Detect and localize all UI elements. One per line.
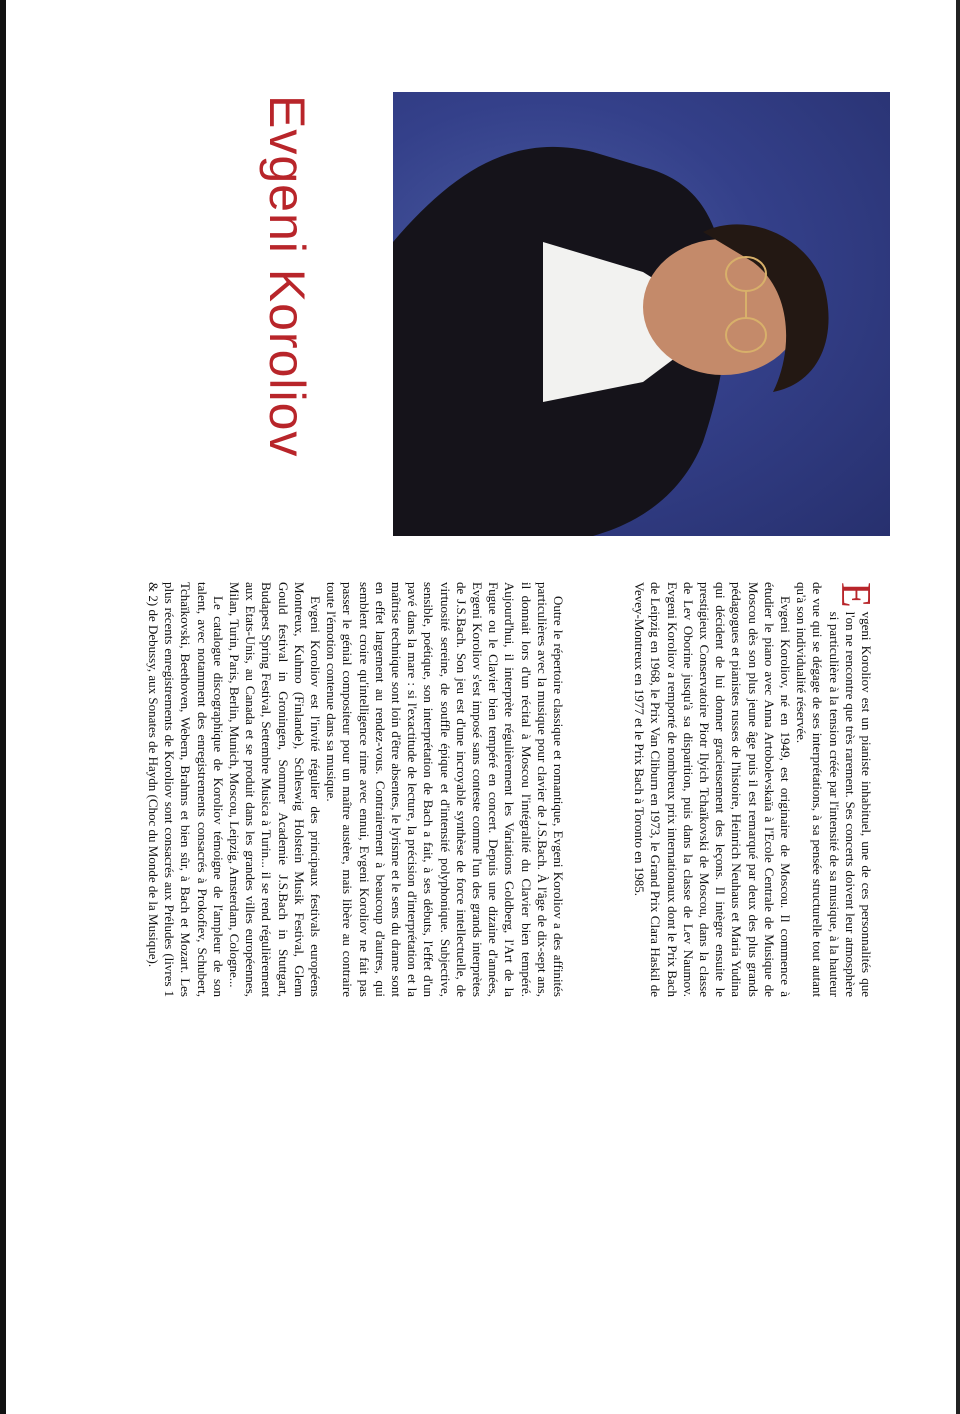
biography-text-continued [0, 582, 660, 997]
paragraph-biography: Evgeni Koroliov, né en 1949, est originaire de Moscou. Il commence à étudier le piano avec Anna Artobolevskaïa à l'Ecole Centrale de Musique de Moscou dès son plus jeune âge puis il est remarqué par deux des plus grands pédagogues et pianistes russes de l'histoire, Heinrich Neuhaus et Maria Yudina qui décident de lui donner gracieusement des leçons. Il intègre ensuite le prestigieux Conservatoire Piotr Ilyich Tchaïkovski de Moscou, dans la classe de Lev Oborine jusqu'à sa disparition, puis dans la classe de Lev Naumov. Evgeni Koroliov a remporté de nombreux prix internationaux dont le Prix Bach de Leipzig en 1968, le Prix Van Cliburn en 1973, le Grand Prix Clara Haskil de Vevey-Montreux en 1977 et le Prix Bach à Toronto en 1985. [632, 582, 793, 997]
paragraph-intro-text: vgeni Koroliov est un pianiste inhabituel, une de ces personnalités que l'on ne rencontre que très rarement. Ses concerts doivent leur atmosphère si particulière à la tension créée par l'intensité de sa musique, à la hauteur de vue qui se dégage de ses interprétations, à sa pensée structurelle tout autant qu'à son individualité réservée. [794, 582, 874, 997]
paragraph-festivals: Evgeni Koroliov est l'invité régulier des principaux festivals européens Montreux, Kuhmo (Finlande), Schleswig Holstein Musik Festival, Glenn Gould festival in Groningen, Sommer Academie J.S.Bach in Stuttgart, Budapest Spring Festival, Settembre Musica à Turin... il se rend régulièrement aux Etats-Unis, au Canada et se produit dans les grandes villes européennes, Milan, Turin, Paris, Berlin, Munich, Moscou, Leipzig, Amsterdam, Cologne... [226, 582, 323, 997]
paragraph-discography: Le catalogue discographique de Koroliov témoigne de l'ampleur de son talent, avec notamment des enregistrements consacrés à Prokofiev, Schubert, Tchaïkovski, Beethoven, Webern, Brahms et bien sûr, à Bach et Mozart. Les plus récents enregistrements de Koroliov sont consacrés aux Préludes (livres 1 & 2) de Debussy, aux Sonates de Haydn (Choc du Monde de la Musique). [145, 582, 226, 997]
paragraph-repertoire: Outre le répertoire classique et romantique, Evgeni Koroliov a des affinités particulières avec la musique pour clavier de J.S.Bach. À l'âge de dix-sept ans, il donnait lors d'un récital à Moscou l'intégralité du Clavier bien tempéré. Aujourd'hui, il interprète régulièrement les Variations Goldberg, l'Art de la Fugue ou le Clavier bien tempéré en concert. Depuis une dizaine d'années, Evgeni Koroliov s'est imposé sans conteste comme l'un des grands interprètes de J.S.Bach. Son jeu est d'une incroyable synthèse de force intellectuelle, de virtuosité sereine, de souffle épique et d'intensité polyphonique. Subjective, sensible, poétique, son interprétation de Bach a fait, à ses débuts, l'effet d'un pavé dans la mare : si l'exactitude de lecture, la précision d'interprétation et la maîtrise technique sont loin d'être absentes, le lyrisme et le sens du drame sont en effet largement au rendez-vous. Contrairement à beaucoup d'autres, qui semblent croire qu'intelligence rime avec ennui, Evgeni Koroliov ne fait pas passer le génial compositeur pour un maître austère, mais libère au contraire toute l'émotion contenue dans sa musique. [324, 582, 566, 997]
drop-cap: E [832, 582, 878, 608]
page-title: Evgeni Koroliov [259, 95, 316, 458]
paragraph-intro [793, 582, 878, 997]
